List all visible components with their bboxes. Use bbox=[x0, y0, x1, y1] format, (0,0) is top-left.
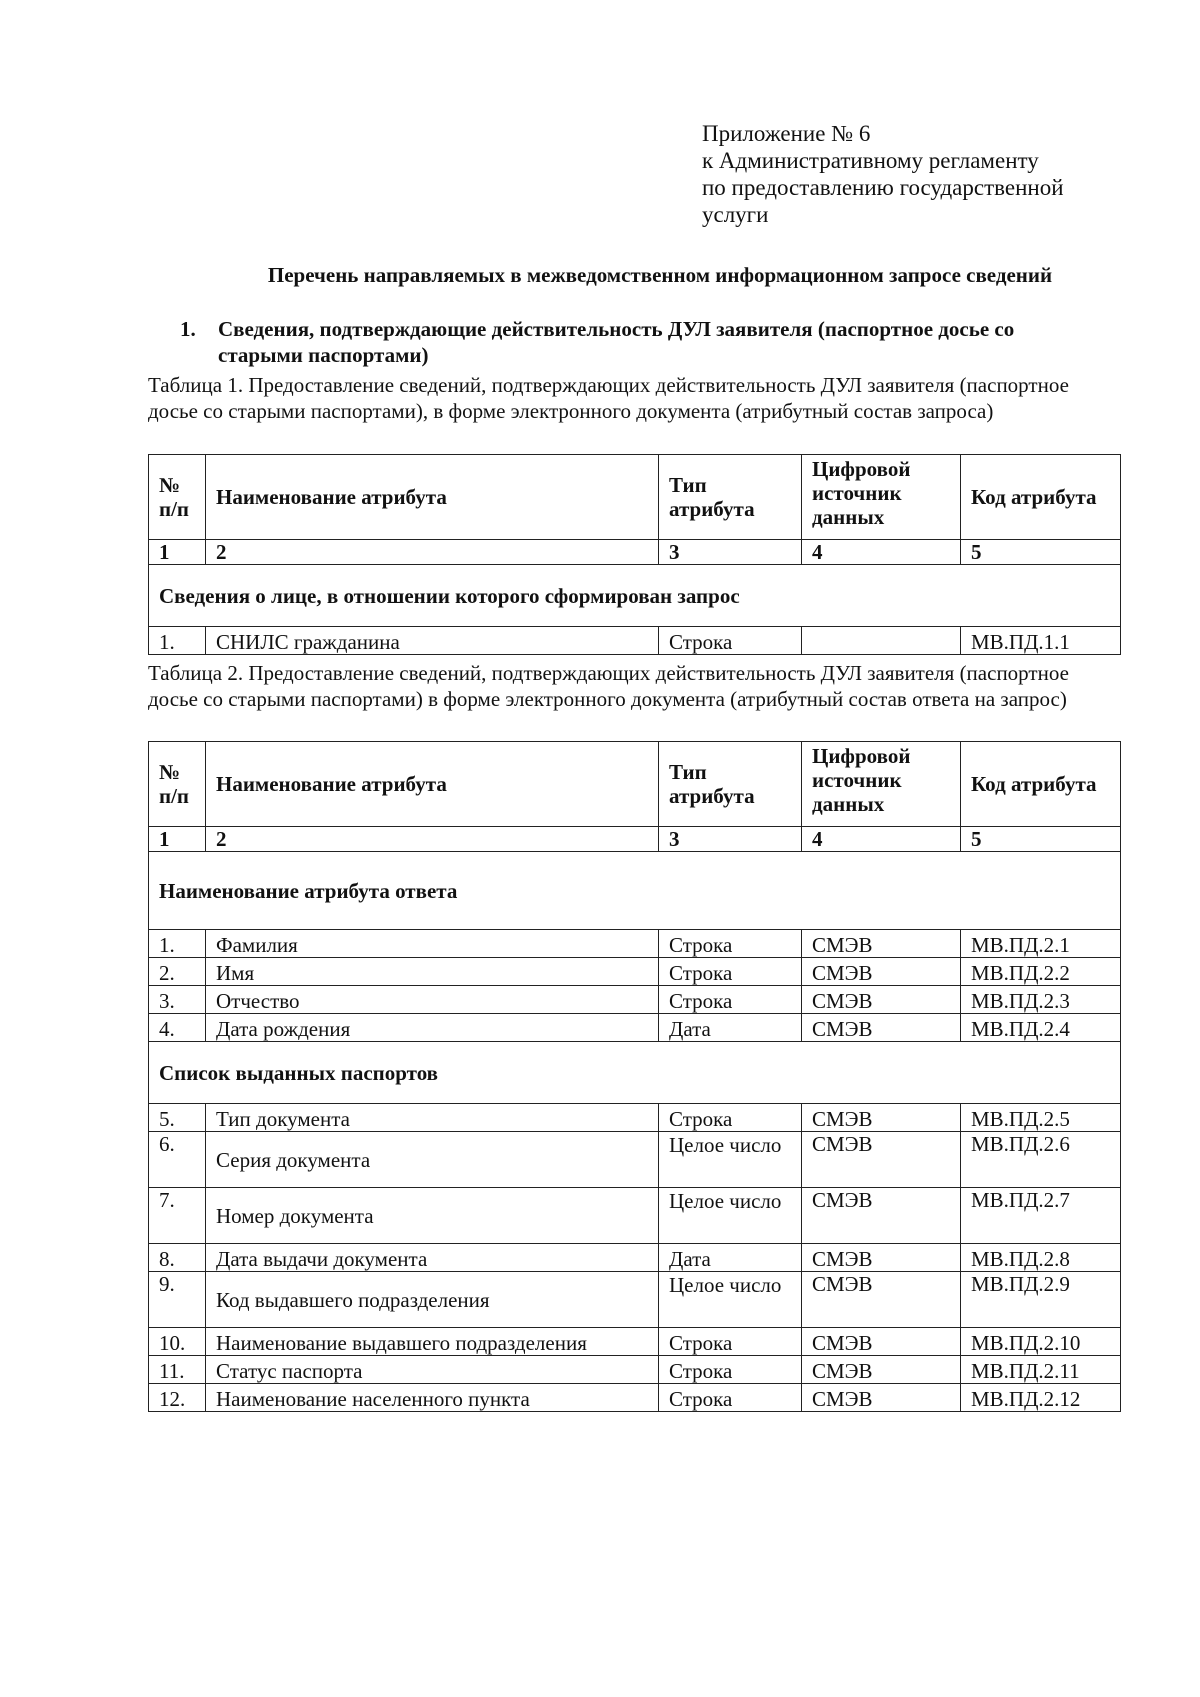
attribute-name: Номер документа bbox=[206, 1188, 659, 1244]
header-cell: Цифровой источник данных bbox=[802, 455, 961, 540]
table-row bbox=[149, 1272, 1121, 1328]
attribute-code: МВ.ПД.2.10 bbox=[961, 1328, 1121, 1356]
attribute-code: МВ.ПД.2.1 bbox=[961, 930, 1121, 958]
header-cell: Наименование атрибута bbox=[206, 455, 659, 540]
annex-line: к Административному регламенту bbox=[702, 148, 1039, 173]
data-source: СМЭВ bbox=[802, 1014, 961, 1042]
row-number: 12. bbox=[149, 1384, 206, 1412]
attribute-type: Дата bbox=[659, 1014, 802, 1042]
table-row bbox=[149, 986, 1121, 1014]
attribute-type: Целое число bbox=[659, 1132, 802, 1188]
attribute-type: Строка bbox=[659, 930, 802, 958]
header-cell: Наименование атрибута bbox=[206, 742, 659, 827]
attribute-name: Код выдавшего подразделения bbox=[206, 1272, 659, 1328]
response-attributes-table bbox=[148, 741, 1121, 1412]
table-row bbox=[149, 958, 1121, 986]
group-title: Наименование атрибута ответа bbox=[149, 852, 1121, 930]
attribute-code: МВ.ПД.2.2 bbox=[961, 958, 1121, 986]
row-number: 1. bbox=[149, 627, 206, 655]
row-number: 9. bbox=[149, 1272, 206, 1328]
table-row bbox=[149, 627, 1121, 655]
row-number: 10. bbox=[149, 1328, 206, 1356]
attribute-code: МВ.ПД.2.6 bbox=[961, 1132, 1121, 1188]
index-cell: 4 bbox=[802, 827, 961, 852]
table-row bbox=[149, 1104, 1121, 1132]
attribute-code: МВ.ПД.2.8 bbox=[961, 1244, 1121, 1272]
attribute-name: Наименование населенного пункта bbox=[206, 1384, 659, 1412]
attribute-type: Строка bbox=[659, 1328, 802, 1356]
attribute-type: Строка bbox=[659, 1384, 802, 1412]
data-source: СМЭВ bbox=[802, 1384, 961, 1412]
header-cell: Цифровой источник данных bbox=[802, 742, 961, 827]
index-cell: 4 bbox=[802, 540, 961, 565]
index-cell: 1 bbox=[149, 827, 206, 852]
attribute-code: МВ.ПД.2.3 bbox=[961, 986, 1121, 1014]
section-number: 1. bbox=[180, 317, 196, 341]
row-number: 8. bbox=[149, 1244, 206, 1272]
table2-caption: Таблица 2. Предоставление сведений, подтверждающих действительность ДУЛ заявителя (паспортное досье со старыми паспортами) в форме электронного документа (атрибутный состав ответа на запрос) bbox=[148, 661, 1069, 711]
header-cell: Код атрибута bbox=[961, 742, 1121, 827]
table-header-row bbox=[149, 742, 1121, 827]
attribute-code: МВ.ПД.1.1 bbox=[961, 627, 1121, 655]
row-number: 1. bbox=[149, 930, 206, 958]
table-row bbox=[149, 1014, 1121, 1042]
group-title: Список выданных паспортов bbox=[149, 1042, 1121, 1104]
attribute-type: Строка bbox=[659, 1356, 802, 1384]
attribute-type: Целое число bbox=[659, 1188, 802, 1244]
row-number: 6. bbox=[149, 1132, 206, 1188]
row-number: 4. bbox=[149, 1014, 206, 1042]
attribute-code: МВ.ПД.2.5 bbox=[961, 1104, 1121, 1132]
index-cell: 2 bbox=[206, 827, 659, 852]
group1-rows bbox=[149, 930, 1121, 1042]
attribute-type: Целое число bbox=[659, 1272, 802, 1328]
data-source: СМЭВ bbox=[802, 1356, 961, 1384]
header-cell: Тип атрибута bbox=[659, 455, 802, 540]
attribute-name: Тип документа bbox=[206, 1104, 659, 1132]
group-row bbox=[149, 852, 1121, 930]
attribute-name: Имя bbox=[206, 958, 659, 986]
index-cell: 5 bbox=[961, 540, 1121, 565]
header-cell: № п/п bbox=[149, 742, 206, 827]
request-attributes-table bbox=[148, 454, 1121, 655]
attribute-name: Дата выдачи документа bbox=[206, 1244, 659, 1272]
table-row bbox=[149, 1244, 1121, 1272]
group-row bbox=[149, 565, 1121, 627]
table1-caption: Таблица 1. Предоставление сведений, подтверждающих действительность ДУЛ заявителя (паспортное досье со старыми паспортами), в форме электронного документа (атрибутный состав запроса) bbox=[148, 373, 1069, 423]
data-source: СМЭВ bbox=[802, 1244, 961, 1272]
row-number: 5. bbox=[149, 1104, 206, 1132]
data-source: СМЭВ bbox=[802, 1188, 961, 1244]
header-cell: Код атрибута bbox=[961, 455, 1121, 540]
attribute-name: Дата рождения bbox=[206, 1014, 659, 1042]
header-cell: № п/п bbox=[149, 455, 206, 540]
attribute-type: Строка bbox=[659, 627, 802, 655]
attribute-code: МВ.ПД.2.9 bbox=[961, 1272, 1121, 1328]
attribute-name: СНИЛС гражданина bbox=[206, 627, 659, 655]
document-title: Перечень направляемых в межведомственном информационном запросе сведений bbox=[267, 263, 1053, 287]
annex-line: Приложение № 6 bbox=[702, 121, 871, 146]
index-cell: 5 bbox=[961, 827, 1121, 852]
data-source: СМЭВ bbox=[802, 1328, 961, 1356]
index-cell: 1 bbox=[149, 540, 206, 565]
column-index-row bbox=[149, 540, 1121, 565]
row-number: 7. bbox=[149, 1188, 206, 1244]
table-row bbox=[149, 1356, 1121, 1384]
data-source: СМЭВ bbox=[802, 958, 961, 986]
index-cell: 3 bbox=[659, 540, 802, 565]
column-index-row bbox=[149, 827, 1121, 852]
attribute-name: Фамилия bbox=[206, 930, 659, 958]
index-cell: 3 bbox=[659, 827, 802, 852]
attribute-code: МВ.ПД.2.12 bbox=[961, 1384, 1121, 1412]
attribute-code: МВ.ПД.2.4 bbox=[961, 1014, 1121, 1042]
attribute-type: Строка bbox=[659, 1104, 802, 1132]
group-row bbox=[149, 1042, 1121, 1104]
attribute-code: МВ.ПД.2.7 bbox=[961, 1188, 1121, 1244]
table-row bbox=[149, 930, 1121, 958]
table-row bbox=[149, 1384, 1121, 1412]
annex-line: по предоставлению государственной bbox=[702, 175, 1064, 200]
data-source: СМЭВ bbox=[802, 1104, 961, 1132]
data-source bbox=[802, 627, 961, 655]
attribute-type: Строка bbox=[659, 958, 802, 986]
data-source: СМЭВ bbox=[802, 1132, 961, 1188]
table-header-row bbox=[149, 455, 1121, 540]
row-number: 3. bbox=[149, 986, 206, 1014]
data-source: СМЭВ bbox=[802, 986, 961, 1014]
row-number: 11. bbox=[149, 1356, 206, 1384]
table-row bbox=[149, 1132, 1121, 1188]
attribute-type: Дата bbox=[659, 1244, 802, 1272]
header-cell: Тип атрибута bbox=[659, 742, 802, 827]
data-source: СМЭВ bbox=[802, 1272, 961, 1328]
attribute-code: МВ.ПД.2.11 bbox=[961, 1356, 1121, 1384]
group2-rows bbox=[149, 1104, 1121, 1412]
attribute-name: Статус паспорта bbox=[206, 1356, 659, 1384]
table-row bbox=[149, 1328, 1121, 1356]
attribute-type: Строка bbox=[659, 986, 802, 1014]
section-text: Сведения, подтверждающие действительность ДУЛ заявителя (паспортное досье со старыми паспортами) bbox=[218, 317, 1015, 367]
attribute-name: Наименование выдавшего подразделения bbox=[206, 1328, 659, 1356]
table-row bbox=[149, 1188, 1121, 1244]
row-number: 2. bbox=[149, 958, 206, 986]
index-cell: 2 bbox=[206, 540, 659, 565]
attribute-name: Серия документа bbox=[206, 1132, 659, 1188]
group-title: Сведения о лице, в отношении которого сформирован запрос bbox=[149, 565, 1121, 627]
attribute-name: Отчество bbox=[206, 986, 659, 1014]
annex-line: услуги bbox=[702, 202, 769, 227]
annex-block bbox=[702, 120, 1132, 228]
data-source: СМЭВ bbox=[802, 930, 961, 958]
